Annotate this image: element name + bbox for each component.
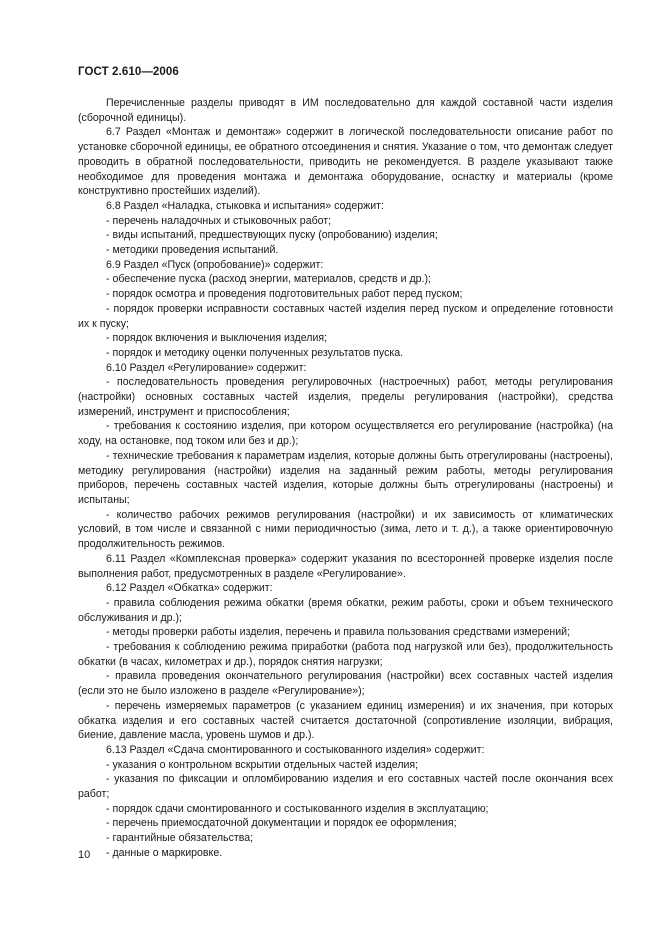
list-item: - обеспечение пуска (расход энергии, материалов, средств и др.); [106, 273, 431, 286]
list-item: - последовательность проведения регулировочных (настроечных) работ, методы регулирования (настройки) основных составных частей изделия, пределы регулирования (настройки), средства измерений, инструмент и приспособления; [78, 376, 613, 418]
section-6-9: 6.9 Раздел «Пуск (опробование)» содержит: [106, 258, 324, 271]
list-item: - перечень наладочных и стыковочных работ; [106, 214, 332, 227]
list-item: - указания по фиксации и опломбированию изделия и его составных частей после окончания всех работ; [78, 773, 613, 801]
page-number: 10 [78, 849, 91, 861]
section-6-12: 6.12 Раздел «Обкатка» содержит: [106, 582, 273, 595]
document-body [78, 96, 613, 861]
section-6-10: 6.10 Раздел «Регулирование» содержит: [106, 361, 307, 374]
list-item: - правила проведения окончательного регулирования (настройки) всех составных частей изделия (если это не было изложено в разделе «Регулирование»); [78, 670, 613, 698]
list-item: - гарантийные обязательства; [106, 832, 254, 845]
list-item: - перечень измеряемых параметров (с указанием единиц измерения) и их значения, при которых обкатка изделия и его составных частей считается достаточной (сопротивление изоляции, вибрация, биение, давление масла, уровень шумов и др.). [78, 699, 613, 742]
document-header: ГОСТ 2.610—2006 [78, 66, 179, 78]
list-item: - методики проведения испытаний. [106, 244, 279, 257]
section-6-7: 6.7 Раздел «Монтаж и демонтаж» содержит в логической последовательности описание работ по установке сборочной единицы, ее обратного отсоединения и снятия. Указание о том, что демонтаж следует проводить в обратной последовательности, приводить не рекомендуется. В разделе указывают также необходимое для проведения монтажа и демонтажа оборудование, оснастку и материалы (кроме конструктивно простейших изделий). [78, 126, 613, 198]
list-item: - виды испытаний, предшествующих пуску (опробованию) изделия; [106, 229, 438, 242]
section-6-13: 6.13 Раздел «Сдача смонтированного и состыкованного изделия» содержит: [106, 743, 485, 756]
list-item: - технические требования к параметрам изделия, которые должны быть отрегулированы (настроены), методику регулирования (настройки) изделия на заданный режим работы, методы регулирования приборов, перечень составных частей изделия, которые должны быть отрегулированы (настроены) и испытаны; [78, 449, 613, 506]
list-item: - требования к состоянию изделия, при котором осуществляется его регулирование (настройка) (на ходу, на остановке, под током или без и др.); [78, 420, 613, 448]
list-item: - правила соблюдения режима обкатки (время обкатки, режим работы, сроки и объем технического обслуживания и др.); [78, 596, 613, 624]
section-6-8: 6.8 Раздел «Наладка, стыковка и испытания» содержит: [106, 199, 384, 212]
list-item: - порядок осмотра и проведения подготовительных работ перед пуском; [106, 288, 463, 301]
list-item: - порядок проверки исправности составных частей изделия перед пуском и определение готовности их к пуску; [78, 302, 613, 330]
list-item: - методы проверки работы изделия, перечень и правила пользования средствами измерений; [106, 626, 571, 639]
list-item: - порядок сдачи смонтированного и состыкованного изделия в эксплуатацию; [106, 802, 489, 815]
list-item: - порядок включения и выключения изделия; [106, 332, 328, 345]
list-item: - указания о контрольном вскрытии отдельных частей изделия; [106, 758, 419, 771]
list-item: - перечень приемосдаточной документации и порядок ее оформления; [106, 817, 457, 830]
section-6-11: 6.11 Раздел «Комплексная проверка» содержит указания по всесторонней проверке изделия после выполнения работ, предусмотренных в разделе «Регулирование». [78, 552, 613, 580]
list-item: - количество рабочих режимов регулирования (настройки) и их зависимость от климатических условий, в том числе и связанной с ними периодичностью (зима, лето и т. д.), а также ориентировочную продолжительность режимов. [78, 508, 613, 551]
list-item: - требования к соблюдению режима приработки (работа под нагрузкой или без), продолжительность обкатки (в часах, километрах и др.), порядок снятия нагрузки; [78, 641, 613, 668]
list-item: - порядок и методику оценки полученных результатов пуска. [106, 346, 404, 359]
list-item: - данные о маркировке. [106, 846, 223, 859]
paragraph: Перечисленные разделы приводят в ИМ последовательно для каждой составной части изделия (сборочной единицы). [78, 97, 613, 124]
